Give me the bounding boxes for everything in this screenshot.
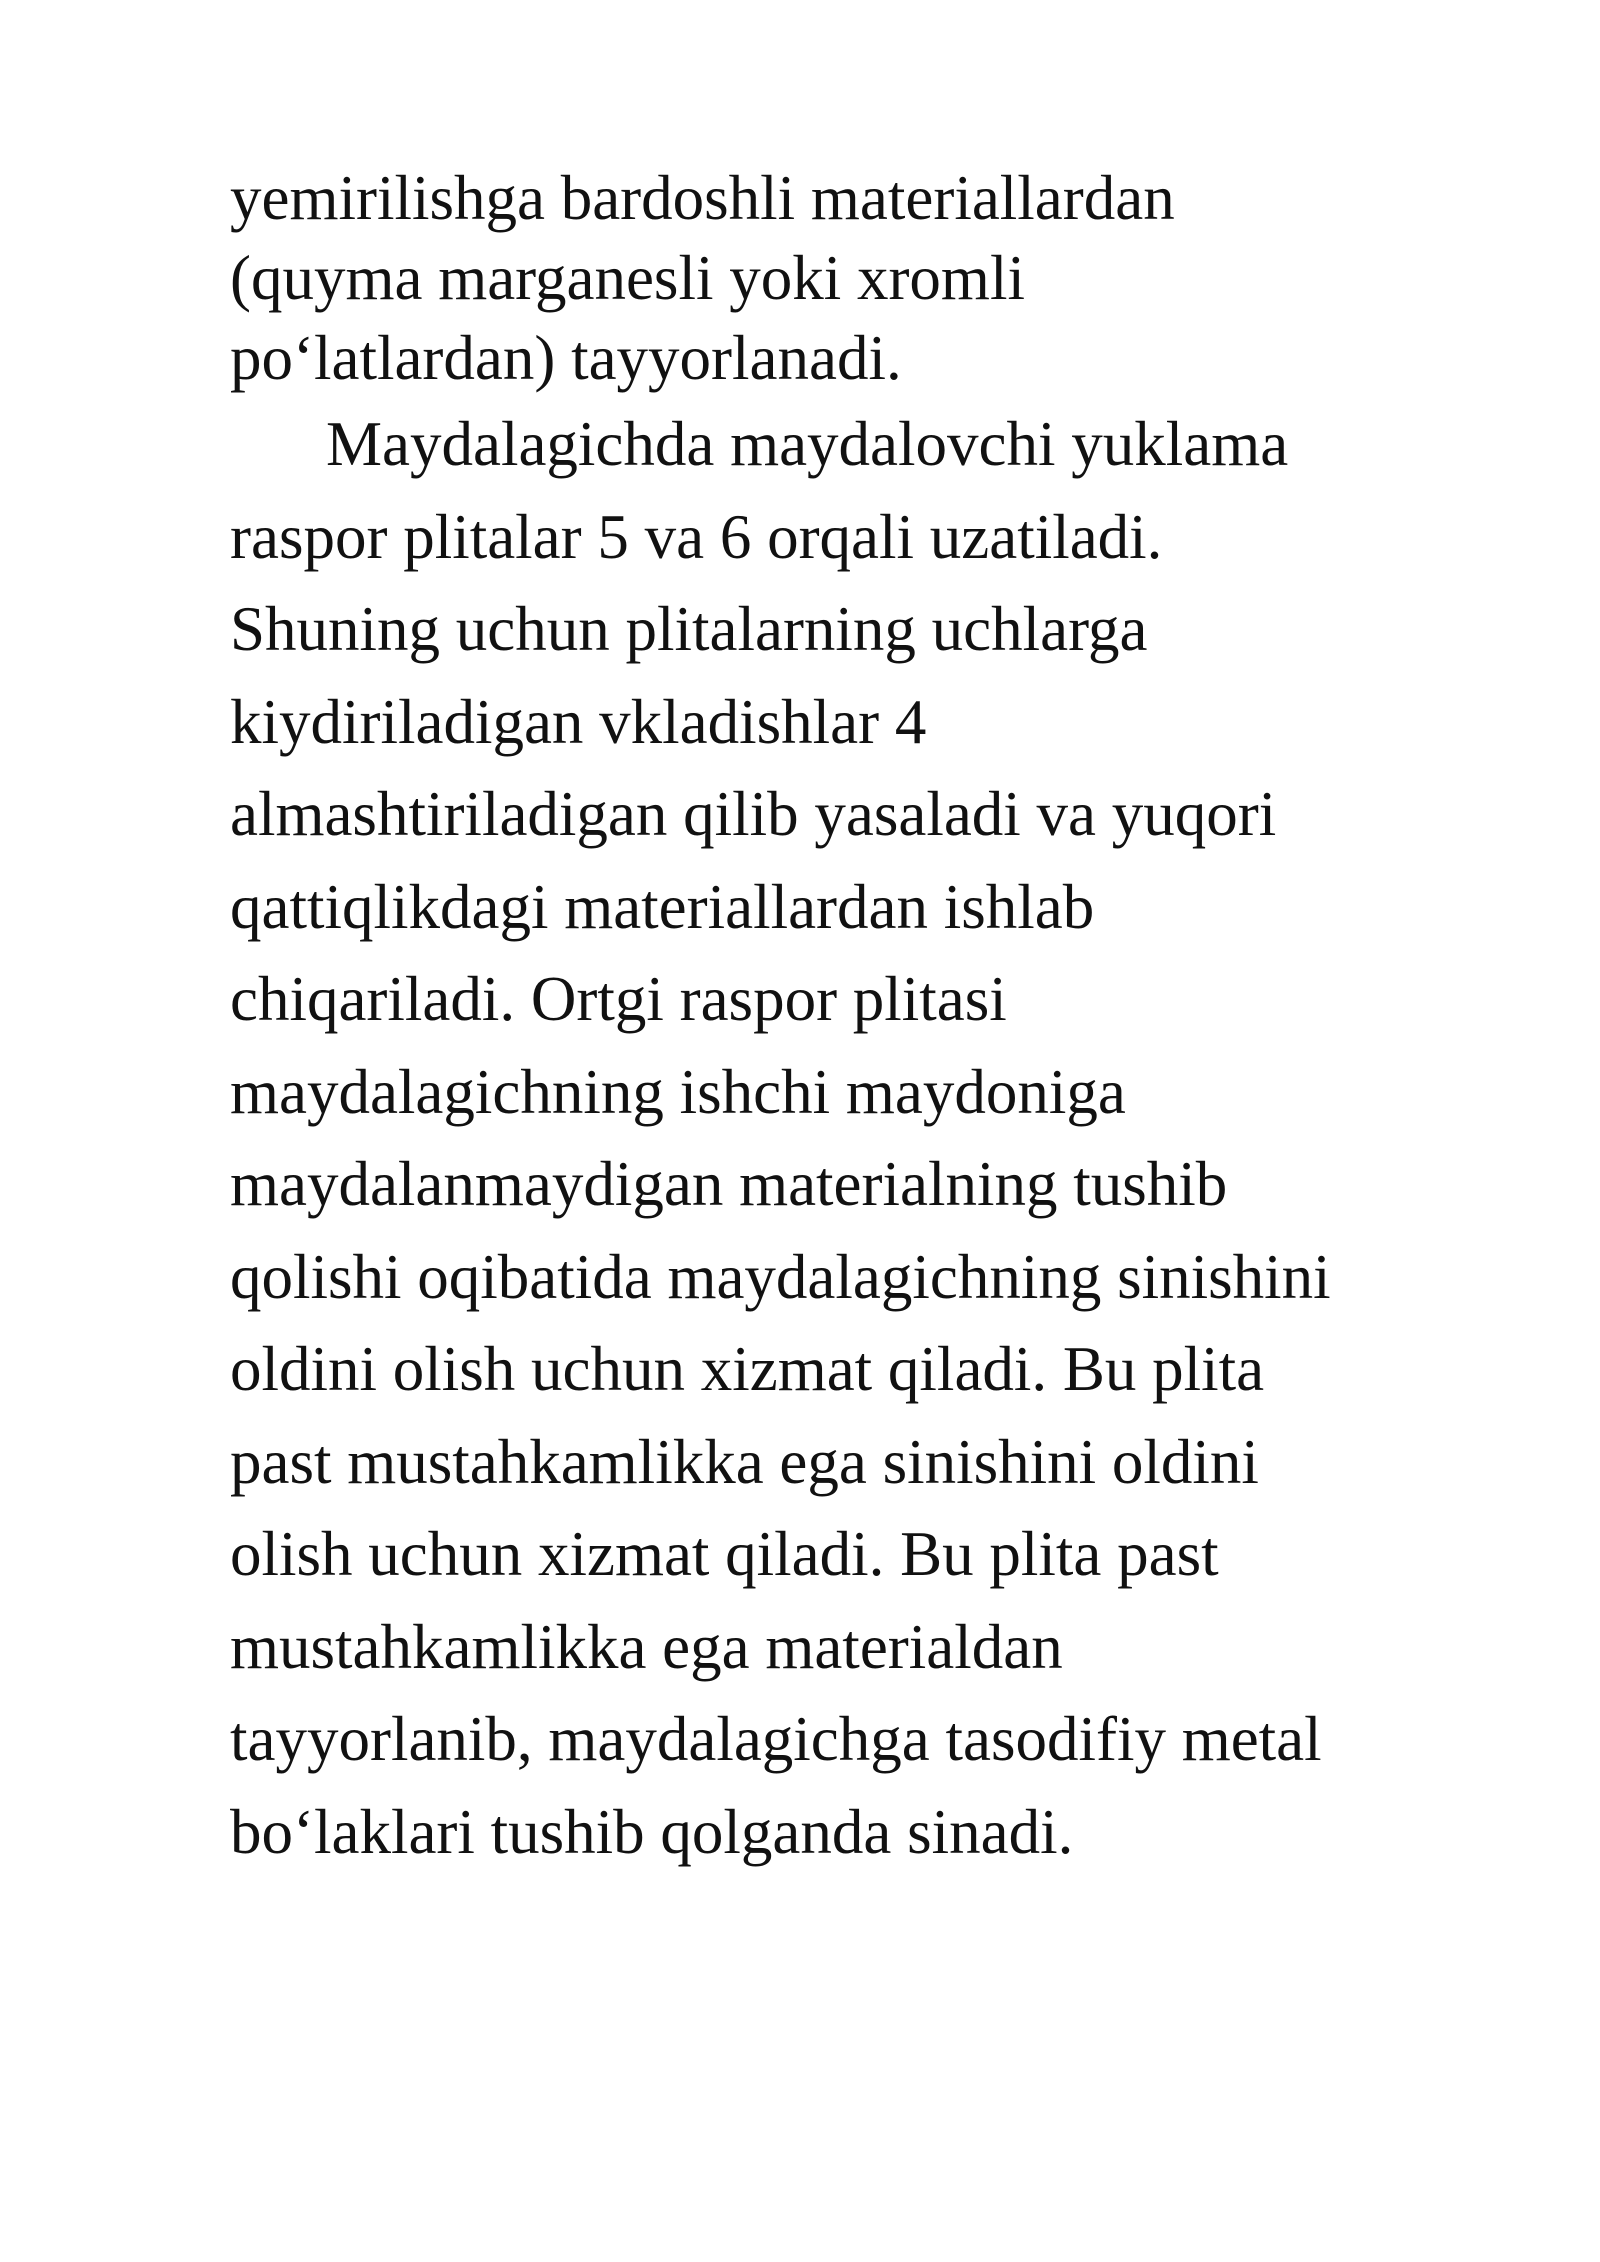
main-paragraph [230,398,1490,1878]
text-line: Maydalagichda maydalovchi yuklama [326,409,1289,479]
text-line: bo‘laklari tushib qolganda sinadi. [230,1796,1074,1867]
text-line: maydalagichning ishchi maydoniga [230,1056,1126,1127]
text-line: oldini olish uchun xizmat qiladi. Bu plita [230,1334,1265,1404]
text-line: chiqariladi. Ortgi raspor plitasi [230,964,1007,1034]
text-line: olish uchun xizmat qiladi. Bu plita past [230,1519,1219,1589]
text-line: Shuning uchun plitalarning uchlarga [230,594,1148,664]
continuation-paragraph [230,158,1490,398]
text-line: maydalanmaydigan materialning tushib [230,1149,1228,1219]
text-line: po‘latlardan) tayyorlanadi. [230,323,902,393]
text-line: raspor plitalar 5 va 6 orqali uzatiladi. [230,501,1163,572]
text-line: almashtiriladigan qilib yasaladi va yuqori [230,779,1277,849]
text-line: yemirilishga bardoshli materiallardan [230,163,1175,233]
text-line: past mustahkamlikka ega sinishini oldini [230,1426,1259,1497]
text-line: tayyorlanib, maydalagichga tasodifiy metal [230,1704,1322,1774]
text-line: qolishi oqibatida maydalagichning sinishini [230,1241,1331,1312]
text-line: (quyma marganesli yoki xromli [230,243,1025,313]
text-line: qattiqlikdagi materiallardan ishlab [230,871,1095,942]
text-line: kiydiriladigan vkladishlar 4 [230,686,927,757]
text-line: mustahkamlikka ega materialdan [230,1611,1063,1682]
